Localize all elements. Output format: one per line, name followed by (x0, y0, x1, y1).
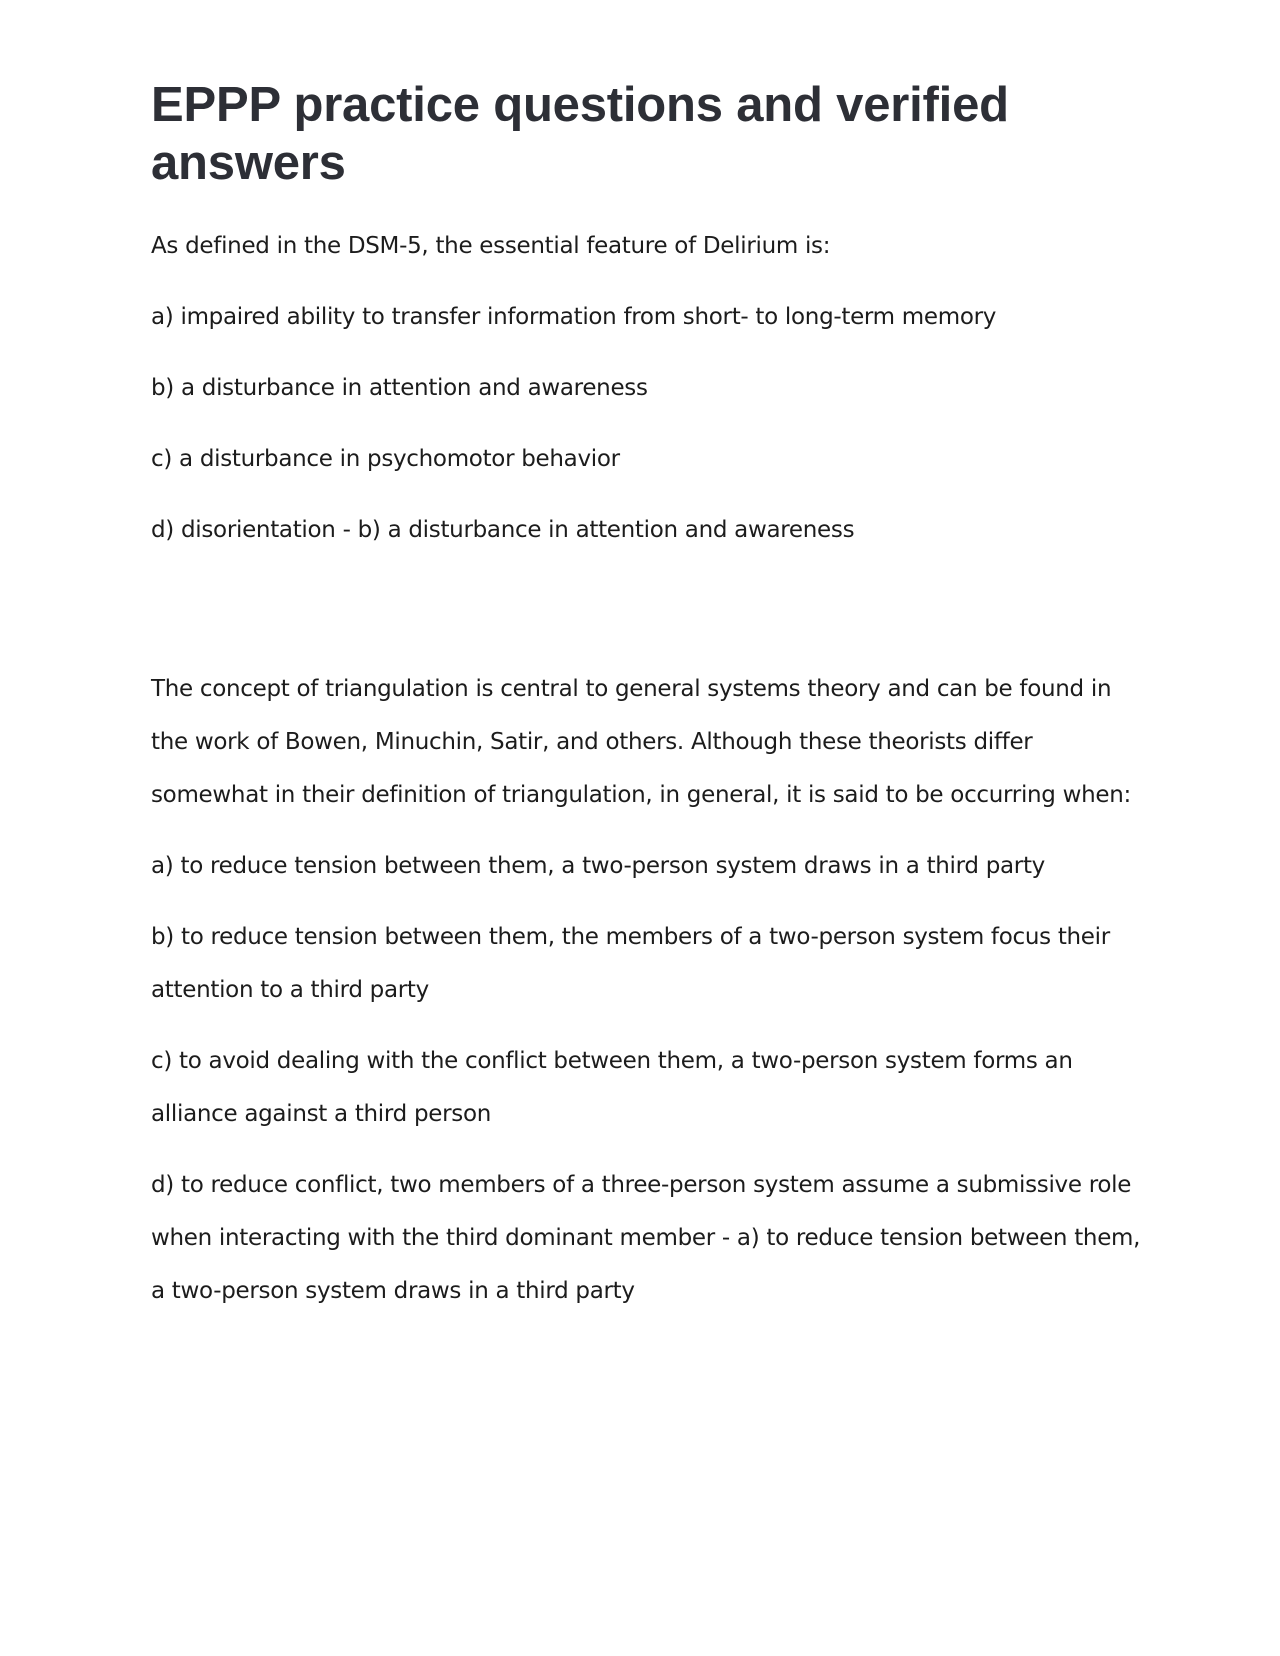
answer-option-b: b) a disturbance in attention and awareness (151, 375, 648, 401)
answer-option-a: a) to reduce tension between them, a two-person system draws in a third party (151, 853, 1045, 879)
question-block-2 (151, 663, 1141, 1318)
answer-option-d: d) to reduce conflict, two members of a three-person system assume a submissive role when interacting with the third dominant member - a) to reduce tension between them, a two-person system draws in a third party (151, 1172, 1141, 1304)
question-text: The concept of triangulation is central to general systems theory and can be found in the work of Bowen, Minuchin, Satir, and others. Although these theorists differ somewhat in their definition of triangulation, in general, it is said to be occurring when: (151, 676, 1131, 808)
answer-option-c: c) to avoid dealing with the conflict between them, a two-person system forms an alliance against a third person (151, 1048, 1073, 1127)
answer-option-c: c) a disturbance in psychomotor behavior (151, 446, 620, 472)
answer-option-a: a) impaired ability to transfer information from short- to long-term memory (151, 304, 997, 330)
document-content (151, 76, 1141, 1336)
answer-option-b: b) to reduce tension between them, the members of a two-person system focus their attention to a third party (151, 924, 1110, 1003)
question-block-1 (151, 220, 1141, 557)
question-text: As defined in the DSM-5, the essential feature of Delirium is: (151, 233, 831, 259)
section-spacer (151, 575, 1141, 663)
answer-option-d: d) disorientation - b) a disturbance in attention and awareness (151, 517, 855, 543)
page-title: EPPP practice questions and verified answers (151, 78, 1009, 190)
